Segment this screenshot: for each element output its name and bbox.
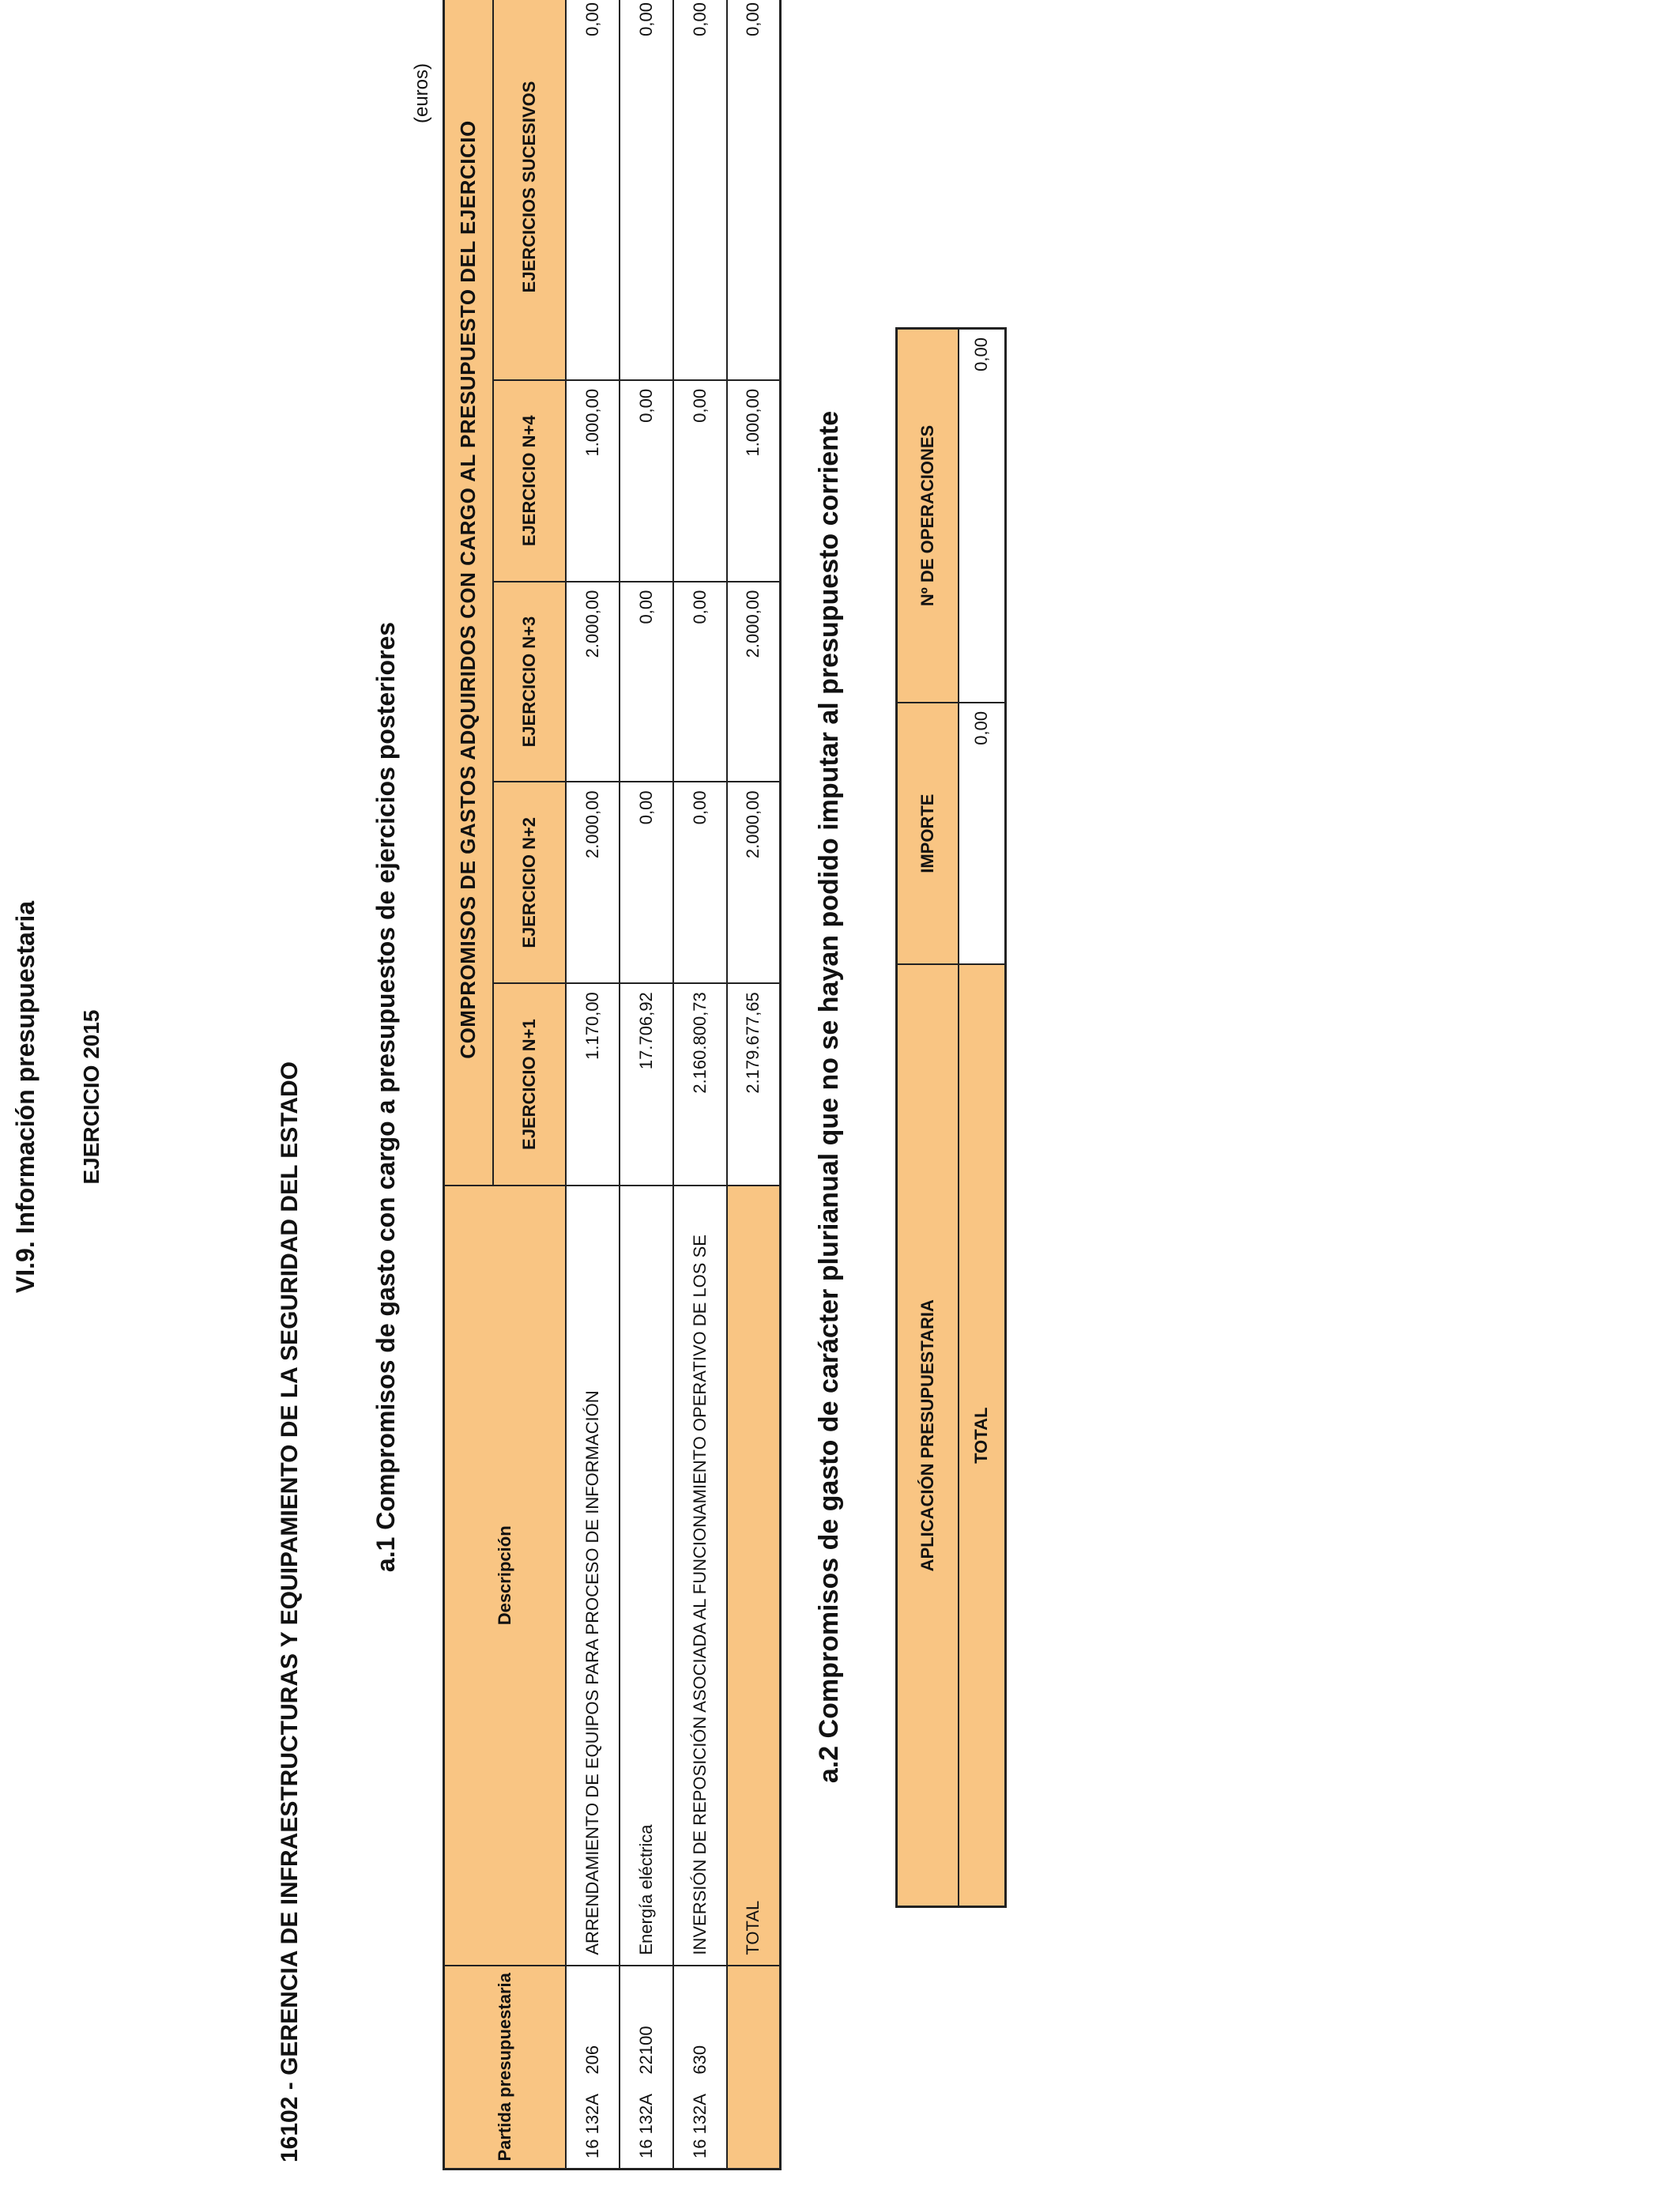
n2-cell: 2.000,00	[566, 782, 620, 983]
total-row	[959, 329, 1006, 1907]
a2-total-operaciones: 0,00	[959, 329, 1006, 703]
n2-cell: 0,00	[673, 782, 727, 983]
descripcion-cell: INVERSIÓN DE REPOSICIÓN ASOCIADA AL FUNCIONAMIENTO OPERATIVO DE LOS SE	[673, 1186, 727, 1966]
total-n2: 2.000,00	[727, 782, 781, 983]
header-n2: EJERCICIO N+2	[493, 782, 566, 983]
header-sucesivos: EJERCICIOS SUCESIVOS	[493, 0, 566, 380]
sucesivos-cell: 0,00	[566, 0, 620, 380]
partida-cell	[673, 1966, 727, 2169]
a2-plurianual-table	[895, 327, 1007, 1908]
descripcion-cell: ARRENDAMIENTO DE EQUIPOS PARA PROCESO DE INFORMACIÓN	[566, 1186, 620, 1966]
section-a2-title: a.2 Compromisos de gasto de carácter plurianual que no se hayan podido imputar al presupuesto corriente	[814, 410, 844, 1784]
fiscal-year-label: EJERCICIO 2015	[79, 1009, 104, 1185]
a2-total-importe: 0,00	[959, 703, 1006, 965]
header-partida: Partida presupuestaria	[444, 1966, 566, 2169]
header-n3: EJERCICIO N+3	[493, 582, 566, 782]
header-descripcion: Descripción	[444, 1186, 566, 1966]
table-row	[673, 0, 727, 2169]
entity-heading: 16102 - GERENCIA DE INFRAESTRUCTURAS Y EQUIPAMIENTO DE LA SEGURIDAD DEL ESTADO	[277, 1061, 303, 2162]
sucesivos-cell: 0,00	[673, 0, 727, 380]
partida-cell	[620, 1966, 673, 2169]
n3-cell: 0,00	[620, 582, 673, 782]
header-n4: EJERCICIO N+4	[493, 380, 566, 582]
total-label: TOTAL	[727, 1186, 781, 1966]
sucesivos-cell: 0,00	[620, 0, 673, 380]
n4-cell: 0,00	[673, 380, 727, 582]
units-label: (euros)	[411, 62, 432, 123]
n3-cell: 0,00	[673, 582, 727, 782]
a2-total-label: TOTAL	[959, 964, 1006, 1906]
partida-code: 16 132A	[582, 2094, 602, 2158]
header-operaciones: Nº DE OPERACIONES	[897, 329, 959, 703]
a1-commitments-table	[443, 0, 782, 2170]
total-n3: 2.000,00	[727, 582, 781, 782]
header-aplicacion: APLICACIÓN PRESUPUESTARIA	[897, 964, 959, 1906]
partida-sub: 22100	[635, 2026, 656, 2075]
partida-cell	[566, 1966, 620, 2169]
total-row	[727, 0, 781, 2169]
table-row	[620, 0, 673, 2169]
total-filler-cell	[727, 1966, 781, 2169]
n1-cell: 17.706,92	[620, 983, 673, 1186]
n3-cell: 2.000,00	[566, 582, 620, 782]
n1-cell: 2.160.800,73	[673, 983, 727, 1186]
total-n1: 2.179.677,65	[727, 983, 781, 1186]
header-importe: IMPORTE	[897, 703, 959, 965]
document-title: VI.9. Información presupuestaria	[11, 900, 40, 1294]
n4-cell: 0,00	[620, 380, 673, 582]
partida-sub: 630	[689, 2045, 710, 2075]
total-n4: 1.000,00	[727, 380, 781, 582]
n1-cell: 1.170,00	[566, 983, 620, 1186]
partida-sub: 206	[582, 2045, 602, 2075]
descripcion-cell: Energía eléctrica	[620, 1186, 673, 1966]
table-row	[566, 0, 620, 2169]
total-sucesivos: 0,00	[727, 0, 781, 380]
n2-cell: 0,00	[620, 782, 673, 983]
header-group-commitments: COMPROMISOS DE GASTOS ADQUIRIDOS CON CARGO AL PRESUPUESTO DEL EJERCICIO	[444, 0, 493, 1186]
partida-code: 16 132A	[689, 2094, 710, 2158]
header-n1: EJERCICIO N+1	[493, 983, 566, 1186]
partida-code: 16 132A	[635, 2094, 656, 2158]
section-a1-title: a.1 Compromisos de gasto con cargo a presupuestos de ejercicios posteriores	[371, 621, 400, 1573]
n4-cell: 1.000,00	[566, 380, 620, 582]
